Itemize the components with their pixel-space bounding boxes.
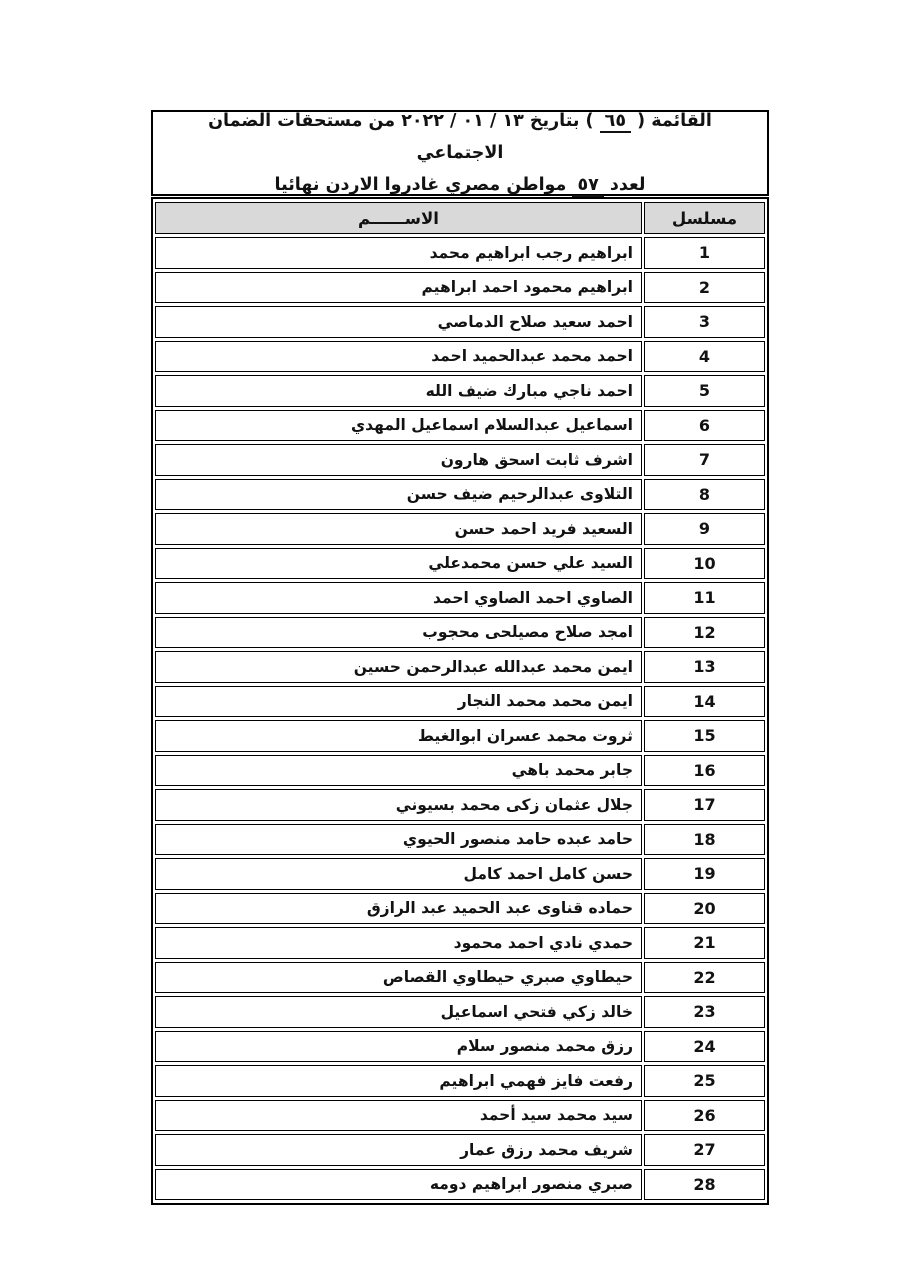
title-line-1	[163, 105, 757, 169]
table-row	[155, 341, 765, 373]
name-cell: احمد محمد عبدالحميد احمد	[155, 341, 642, 373]
citizen-count: ٥٧	[572, 175, 603, 197]
table-row	[155, 893, 765, 925]
name-cell: اشرف ثابت اسحق هارون	[155, 444, 642, 476]
name-cell: خالد زكي فتحي اسماعيل	[155, 996, 642, 1028]
serial-cell: 5	[644, 375, 765, 407]
name-cell: صبري منصور ابراهيم دومه	[155, 1169, 642, 1201]
table-row	[155, 651, 765, 683]
table-row	[155, 479, 765, 511]
serial-cell: 12	[644, 617, 765, 649]
name-cell: حمدي نادي احمد محمود	[155, 927, 642, 959]
name-cell: حماده قناوى عبد الحميد عبد الرازق	[155, 893, 642, 925]
serial-cell: 11	[644, 582, 765, 614]
table-row	[155, 755, 765, 787]
serial-cell: 13	[644, 651, 765, 683]
title-line1-prefix: القائمة (	[631, 111, 712, 131]
serial-cell: 16	[644, 755, 765, 787]
serial-cell: 6	[644, 410, 765, 442]
document-title-box	[151, 110, 769, 196]
serial-cell: 20	[644, 893, 765, 925]
name-cell: شريف محمد رزق عمار	[155, 1134, 642, 1166]
title-line1-suffix: ) بتاريخ ١٣ / ٠١ / ٢٠٢٢ من مستحقات الضمان الاجتماعي	[208, 111, 600, 163]
table-row	[155, 1134, 765, 1166]
table-header	[155, 202, 765, 234]
name-cell: حيطاوي صبري حيطاوي القصاص	[155, 962, 642, 994]
table-row	[155, 858, 765, 890]
table-row	[155, 962, 765, 994]
name-cell: جابر محمد باهي	[155, 755, 642, 787]
serial-cell: 4	[644, 341, 765, 373]
table-row	[155, 720, 765, 752]
list-number: ٦٥	[600, 111, 631, 133]
serial-cell: 19	[644, 858, 765, 890]
name-cell: السيد علي حسن محمدعلي	[155, 548, 642, 580]
serial-cell: 3	[644, 306, 765, 338]
name-cell: ابراهيم محمود احمد ابراهيم	[155, 272, 642, 304]
name-cell: الصاوي احمد الصاوي احمد	[155, 582, 642, 614]
serial-cell: 14	[644, 686, 765, 718]
name-cell: ابراهيم رجب ابراهيم محمد	[155, 237, 642, 269]
table-row	[155, 617, 765, 649]
serial-cell: 27	[644, 1134, 765, 1166]
table-row	[155, 1065, 765, 1097]
serial-cell: 15	[644, 720, 765, 752]
serial-cell: 18	[644, 824, 765, 856]
table-row	[155, 444, 765, 476]
title-line2-prefix: لعدد	[603, 175, 646, 195]
table-row	[155, 548, 765, 580]
serial-cell: 9	[644, 513, 765, 545]
name-cell: حامد عبده حامد منصور الحيوي	[155, 824, 642, 856]
table-row	[155, 306, 765, 338]
serial-cell: 22	[644, 962, 765, 994]
table-row	[155, 1031, 765, 1063]
name-cell: احمد ناجي مبارك ضيف الله	[155, 375, 642, 407]
beneficiaries-list-document	[151, 110, 769, 1205]
serial-cell: 21	[644, 927, 765, 959]
serial-cell: 28	[644, 1169, 765, 1201]
name-cell: احمد سعيد صلاح الدماصي	[155, 306, 642, 338]
table-row	[155, 1169, 765, 1201]
serial-cell: 1	[644, 237, 765, 269]
serial-cell: 2	[644, 272, 765, 304]
table-row	[155, 410, 765, 442]
title-line2-suffix: مواطن مصري غادروا الاردن نهائيا	[274, 175, 573, 195]
serial-cell: 25	[644, 1065, 765, 1097]
name-cell: ثروت محمد عسران ابوالغيط	[155, 720, 642, 752]
name-cell: جلال عثمان زكى محمد بسيوني	[155, 789, 642, 821]
name-cell: التلاوى عبدالرحيم ضيف حسن	[155, 479, 642, 511]
name-cell: سيد محمد سيد أحمد	[155, 1100, 642, 1132]
serial-cell: 10	[644, 548, 765, 580]
serial-cell: 8	[644, 479, 765, 511]
name-cell: السعيد فريد احمد حسن	[155, 513, 642, 545]
table-row	[155, 686, 765, 718]
names-table	[151, 197, 769, 1205]
name-cell: ايمن محمد عبدالله عبدالرحمن حسين	[155, 651, 642, 683]
name-cell: حسن كامل احمد كامل	[155, 858, 642, 890]
name-column-header: الاســــــم	[155, 202, 642, 234]
table-row	[155, 375, 765, 407]
table-row	[155, 272, 765, 304]
table-row	[155, 789, 765, 821]
table-row	[155, 237, 765, 269]
table-row	[155, 824, 765, 856]
serial-column-header: مسلسل	[644, 202, 765, 234]
name-cell: رفعت فايز فهمي ابراهيم	[155, 1065, 642, 1097]
table-row	[155, 513, 765, 545]
table-row	[155, 996, 765, 1028]
table-row	[155, 582, 765, 614]
serial-cell: 26	[644, 1100, 765, 1132]
serial-cell: 24	[644, 1031, 765, 1063]
name-cell: رزق محمد منصور سلام	[155, 1031, 642, 1063]
serial-cell: 17	[644, 789, 765, 821]
serial-cell: 23	[644, 996, 765, 1028]
title-line-2	[163, 169, 757, 201]
name-cell: ايمن محمد محمد النجار	[155, 686, 642, 718]
name-cell: اسماعيل عبدالسلام اسماعيل المهدي	[155, 410, 642, 442]
table-row	[155, 927, 765, 959]
table-header-row	[155, 202, 765, 234]
name-cell: امجد صلاح مصيلحى محجوب	[155, 617, 642, 649]
table-row	[155, 1100, 765, 1132]
table-body	[155, 237, 765, 1200]
serial-cell: 7	[644, 444, 765, 476]
